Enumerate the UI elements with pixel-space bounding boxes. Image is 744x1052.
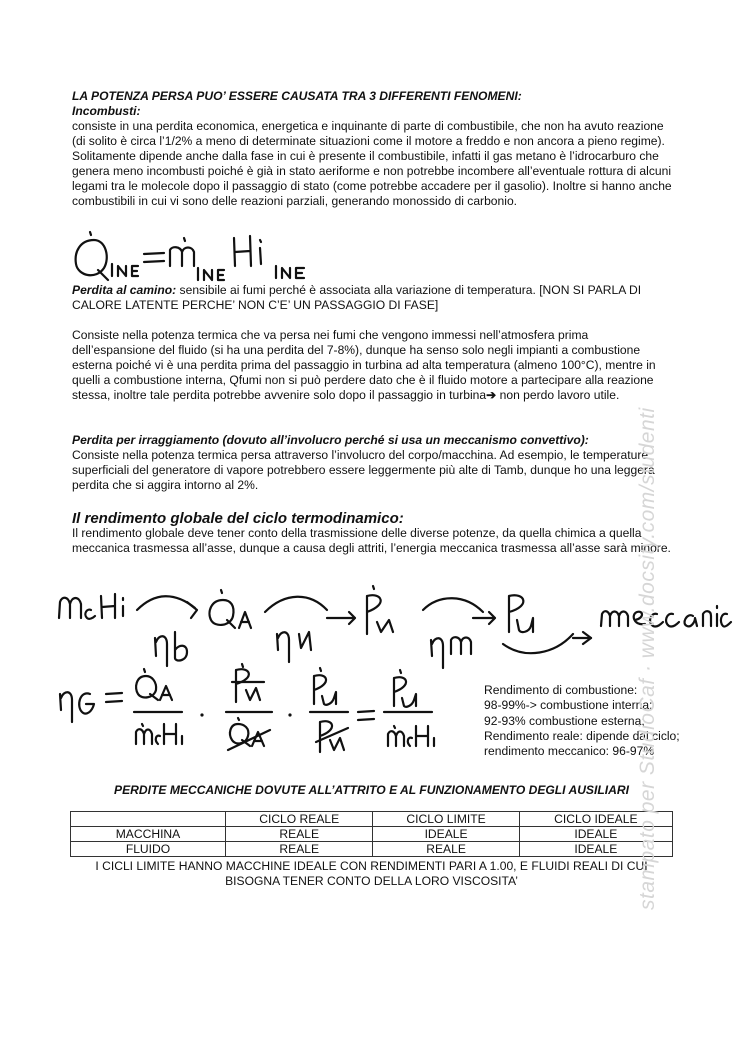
- irraggiamento-text: Consiste nella potenza termica persa attraverso l’involucro del corpo/macchina. Ad esempio, le temperature superficiali del generatore di vapore potrebbero essere leggermente più alte di Tamb, dunque ho una leggera perdita che si aggira intorno al 2%.: [72, 448, 655, 492]
- handwritten-formula-eta-g: [58, 668, 478, 772]
- handwritten-formula-incombusti: [72, 226, 332, 286]
- handwritten-energy-chain: [55, 582, 735, 670]
- note-line: Rendimento reale: dipende dal ciclo;: [484, 728, 680, 743]
- incombusti-heading: Incombusti:: [72, 104, 141, 118]
- table-header-cell: CICLO IDEALE: [519, 812, 672, 827]
- table-row: [71, 827, 673, 842]
- rendimento-text: Il rendimento globale deve tener conto della trasmissione delle diverse potenze, da quella chimica a quella meccanica trasmessa all’asse, dunque a causa degli attriti, l’energia meccanica trasmessa all’asse sarà minore.: [72, 526, 671, 555]
- table-cell: IDEALE: [373, 827, 519, 842]
- table-header-cell: CICLO LIMITE: [373, 812, 519, 827]
- table-cell: MACCHINA: [71, 827, 226, 842]
- incombusti-text: consiste in una perdita economica, energetica e inquinante di parte di combustibile, che non ha avuto reazione (di solito è circa l’1/2% a meno di determinate situazioni come il motore a freddo e non ancora a pieno regime). Solitamente dipende anche dalla fase in cui è presente il combustibile, infatti il gas metano è l’idrocarburo che genera meno incombusti poiché è già in stato aeriforme e non potrebbe incombere all’eventuale rottura di alcuni legami tra le molecole dopo il passaggio di stato (come potrebbe accadere per il gasolio). Inoltre si hanno anche combustibili in cui vi sono delle reazioni parziali, generando monossido di carbonio.: [72, 119, 672, 208]
- note-line: 92-93% combustione esterna;: [484, 713, 645, 728]
- camino-text-2: Consiste nella potenza termica che va persa nei fumi che vengono immessi nell’atmosfera prima dell’espansione del fluido (si ha una perdita del 7-8%), dunque ha senso solo negli impianti a combustione esterna poiché vi è una perdita prima del passaggio in turbina ad alta temperatura (almeno 100°C), mentre in quelli a combustione interna, Qfumi non si può perdere dato che è il fluido motore a partecipare alla reazione stessa, inoltre tale perdita potrebbe avvenire solo dopo il passaggio in turbina: [72, 328, 656, 402]
- cycles-table: [70, 811, 673, 857]
- watermark: stampato per StudioCaf · www.docsity.com/studenti: [636, 407, 659, 910]
- table-header-cell: CICLO REALE: [226, 812, 373, 827]
- camino-paragraph: [72, 283, 672, 313]
- note-line: Rendimento di combustione:: [484, 683, 638, 697]
- footer-line: BISOGNA TENER CONTO DELLA LORO VISCOSITA’: [225, 874, 518, 888]
- efficiency-notes: [484, 683, 714, 759]
- table-cell: IDEALE: [519, 842, 672, 857]
- camino-text-3: non perdo lavoro utile.: [496, 388, 620, 402]
- table-title: PERDITE MECCANICHE DOVUTE ALL’ATTRITO E AL FUNZIONAMENTO DEGLI AUSILIARI: [114, 783, 629, 797]
- footer-line: I CICLI LIMITE HANNO MACCHINE IDEALE CON RENDIMENTI PARI A 1.00, E FLUIDI REALI DI CUI: [95, 859, 648, 873]
- camino-heading: Perdita al camino:: [72, 283, 177, 297]
- table-header-row: [71, 812, 673, 827]
- section-title: LA POTENZA PERSA PUO’ ESSERE CAUSATA TRA 3 DIFFERENTI FENOMENI:: [72, 89, 522, 103]
- table-cell: REALE: [226, 842, 373, 857]
- camino-text: sensibile ai fumi perché è associata alla variazione di temperatura. [NON SI PARLA DI CALORE LATENTE PERCHE’ NON C’E’ UN PASSAGGIO DI FASE]: [72, 283, 642, 312]
- note-line: 98-99%-> combustione interna;: [484, 698, 653, 713]
- table-header-cell: [71, 812, 226, 827]
- table-cell: REALE: [373, 842, 519, 857]
- table-row: [71, 842, 673, 857]
- camino-paragraph-2: [72, 328, 672, 403]
- irraggiamento-heading: Perdita per irraggiamento (dovuto all’involucro perché si usa un meccanismo convettivo):: [72, 433, 589, 447]
- table-cell: FLUIDO: [71, 842, 226, 857]
- table-cell: REALE: [226, 827, 373, 842]
- table-cell: IDEALE: [519, 827, 672, 842]
- arrow-icon: ➔: [486, 388, 497, 402]
- footer-note: [70, 859, 673, 889]
- note-line: rendimento meccanico: 96-97%: [484, 744, 655, 759]
- rendimento-heading: Il rendimento globale del ciclo termodinamico:: [72, 510, 404, 527]
